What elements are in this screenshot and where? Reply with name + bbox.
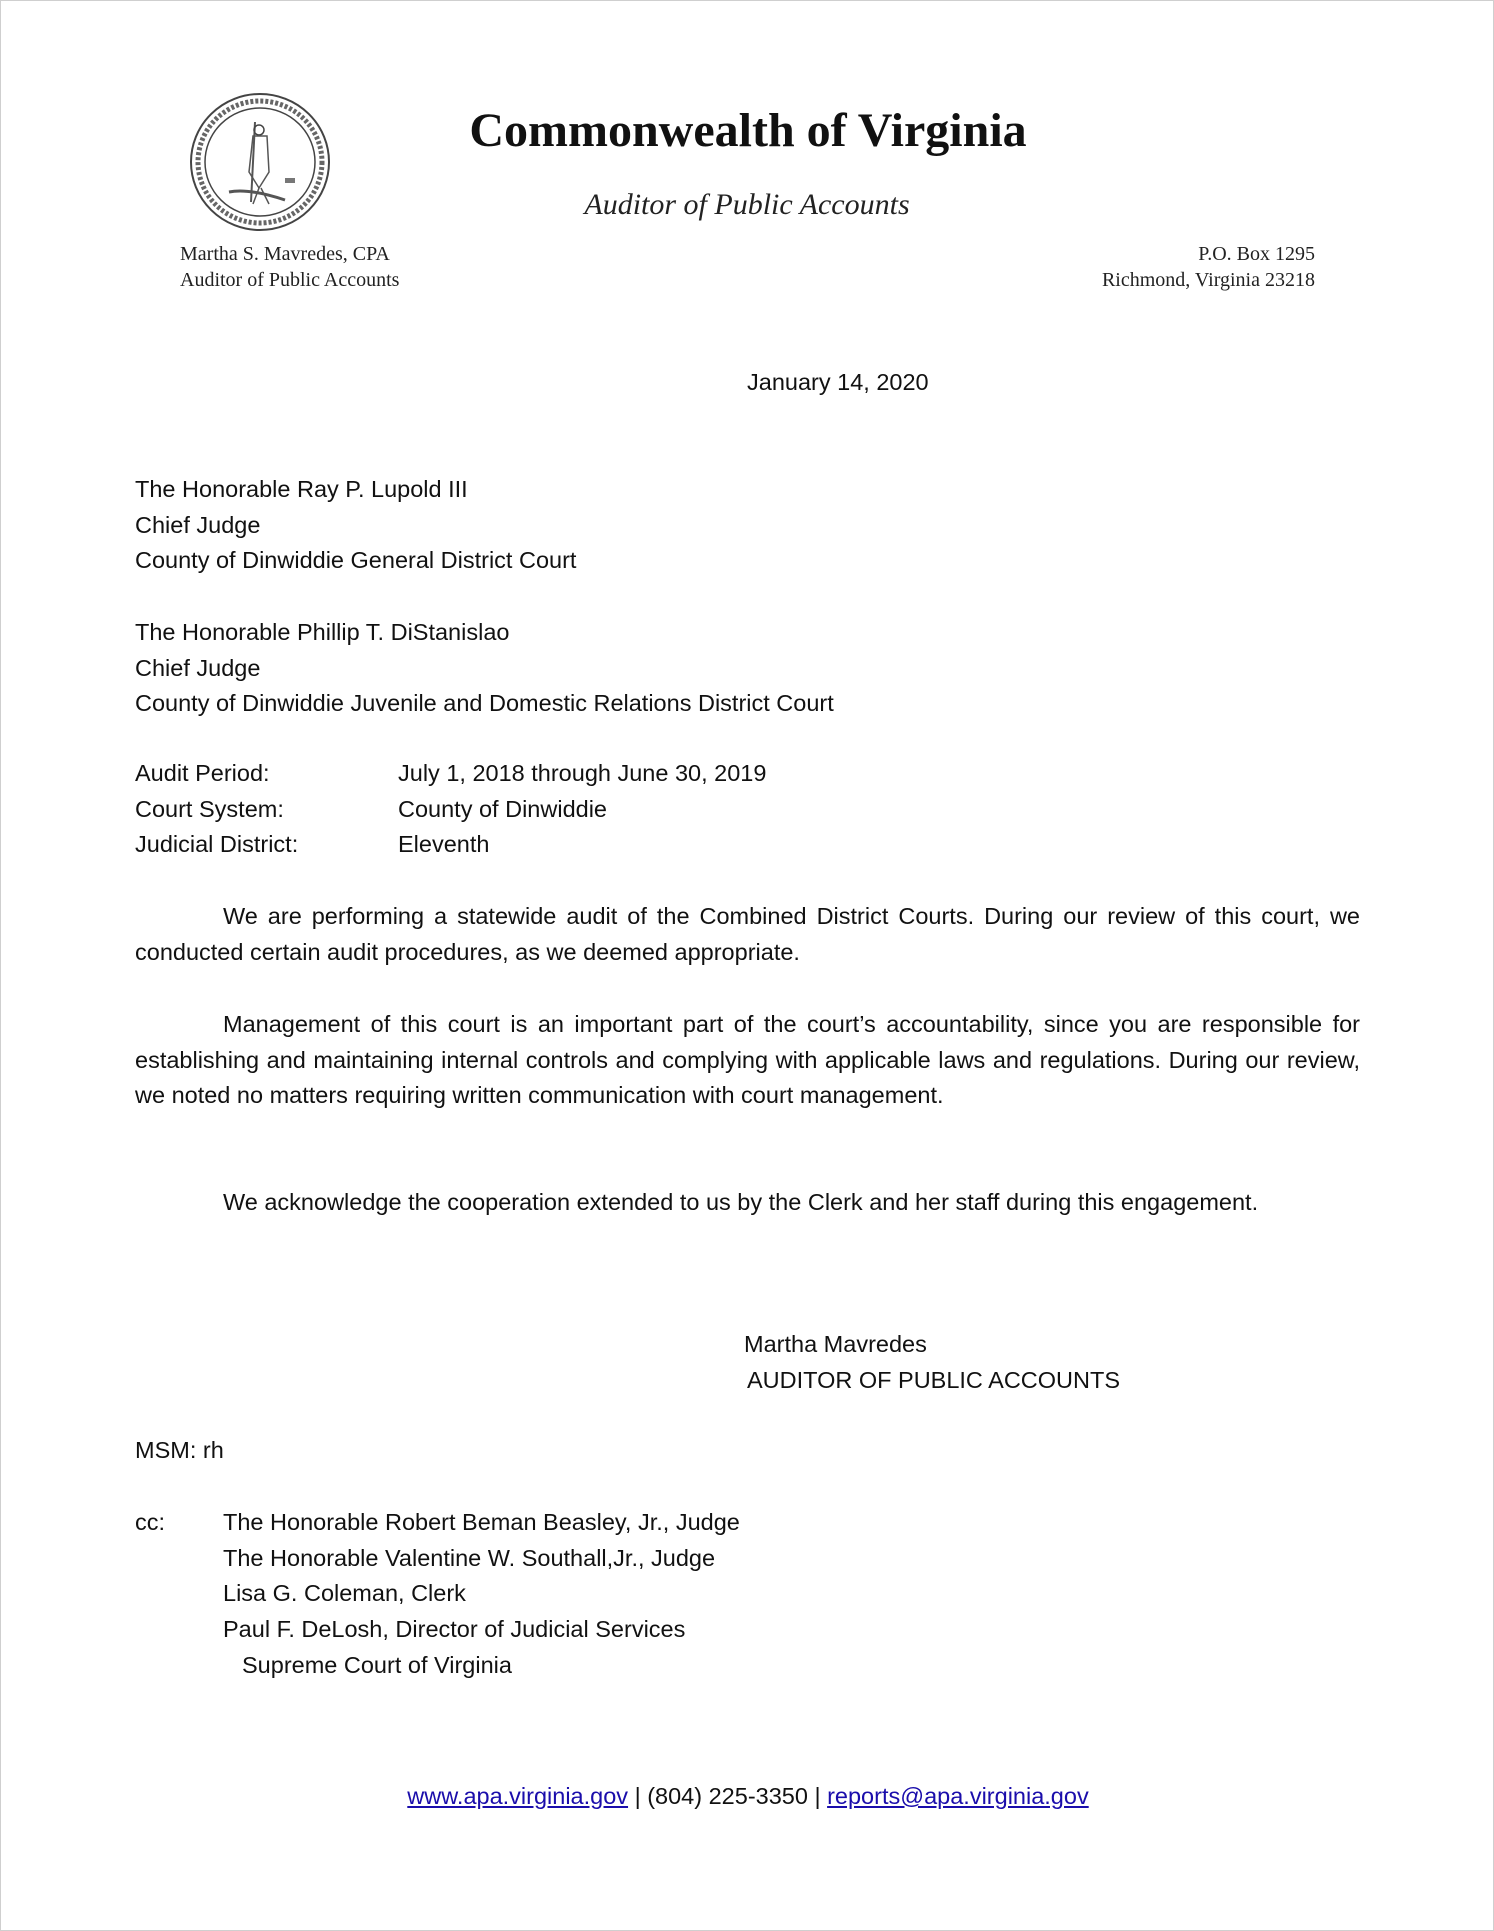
letter-date: January 14, 2020 (747, 369, 929, 395)
footer-phone: (804) 225-3350 (647, 1783, 808, 1809)
body-paragraph-1: We are performing a statewide audit of the Combined District Courts. During our review of this court, we conducted certain audit procedures, as we deemed appropriate. (135, 903, 1360, 965)
detail-value: Eleventh (398, 831, 490, 858)
cc-list (223, 1505, 740, 1684)
address-line-1: P.O. Box 1295 (1198, 243, 1315, 265)
detail-row (135, 792, 766, 828)
body-paragraph-3: We acknowledge the cooperation extended to us by the Clerk and her staff during this engagement. (223, 1189, 1259, 1215)
footer-separator: | (634, 1783, 641, 1809)
detail-label: Court System: (135, 795, 284, 822)
sender-title: Auditor of Public Accounts (180, 269, 400, 291)
sender-block (180, 241, 399, 293)
address-line-2: Richmond, Virginia 23218 (1101, 269, 1315, 291)
cc-item: The Honorable Robert Beman Beasley, Jr., Judge (223, 1509, 740, 1535)
detail-label: Audit Period: (135, 760, 270, 786)
recipient-name: The Honorable Phillip T. DiStanislao (135, 619, 510, 645)
detail-label: Judicial District: (135, 831, 299, 858)
sender-name: Martha S. Mavredes, CPA (180, 243, 390, 265)
recipient-court: County of Dinwiddie General District Court (135, 547, 577, 574)
letterhead-subtitle: Auditor of Public Accounts (584, 188, 910, 221)
footer-separator: | (814, 1783, 821, 1809)
cc-item: The Honorable Valentine W. Southall,Jr., Judge (223, 1544, 716, 1571)
signature-name: Martha Mavredes (744, 1331, 927, 1357)
letterhead-title: Commonwealth of Virginia (469, 104, 1027, 157)
detail-row (135, 756, 766, 792)
virginia-seal-logo (189, 92, 331, 232)
body-paragraph-2: Management of this court is an important part of the court’s accountability, since you are responsible for establishing and maintaining internal controls and complying with applicable laws and regulations. During our review, we noted no matters requiring written communication with court management. (135, 1011, 1360, 1109)
detail-row (135, 827, 766, 863)
initials: MSM: rh (135, 1437, 224, 1463)
audit-details (135, 756, 766, 863)
cc-item: Lisa G. Coleman, Clerk (223, 1580, 466, 1607)
footer (1, 1779, 1494, 1815)
detail-value: July 1, 2018 through June 30, 2019 (398, 760, 767, 786)
recipient-name: The Honorable Ray P. Lupold III (135, 476, 468, 502)
address-block (1102, 241, 1315, 293)
recipient-title: Chief Judge (135, 654, 261, 681)
website-link[interactable]: www.apa.virginia.gov (407, 1783, 629, 1809)
recipient-block-1 (135, 472, 576, 579)
detail-value: County of Dinwiddie (398, 795, 607, 822)
cc-item: Paul F. DeLosh, Director of Judicial Services (223, 1616, 686, 1643)
cc-item: Supreme Court of Virginia (242, 1651, 512, 1678)
recipient-block-2 (135, 615, 834, 722)
cc-label: cc: (135, 1509, 166, 1535)
recipient-court: County of Dinwiddie Juvenile and Domestic Relations District Court (135, 690, 834, 717)
email-link[interactable]: reports@apa.virginia.gov (827, 1783, 1089, 1809)
signature-title: AUDITOR OF PUBLIC ACCOUNTS (747, 1366, 1121, 1393)
signature-block (744, 1327, 1120, 1398)
recipient-title: Chief Judge (135, 511, 261, 538)
